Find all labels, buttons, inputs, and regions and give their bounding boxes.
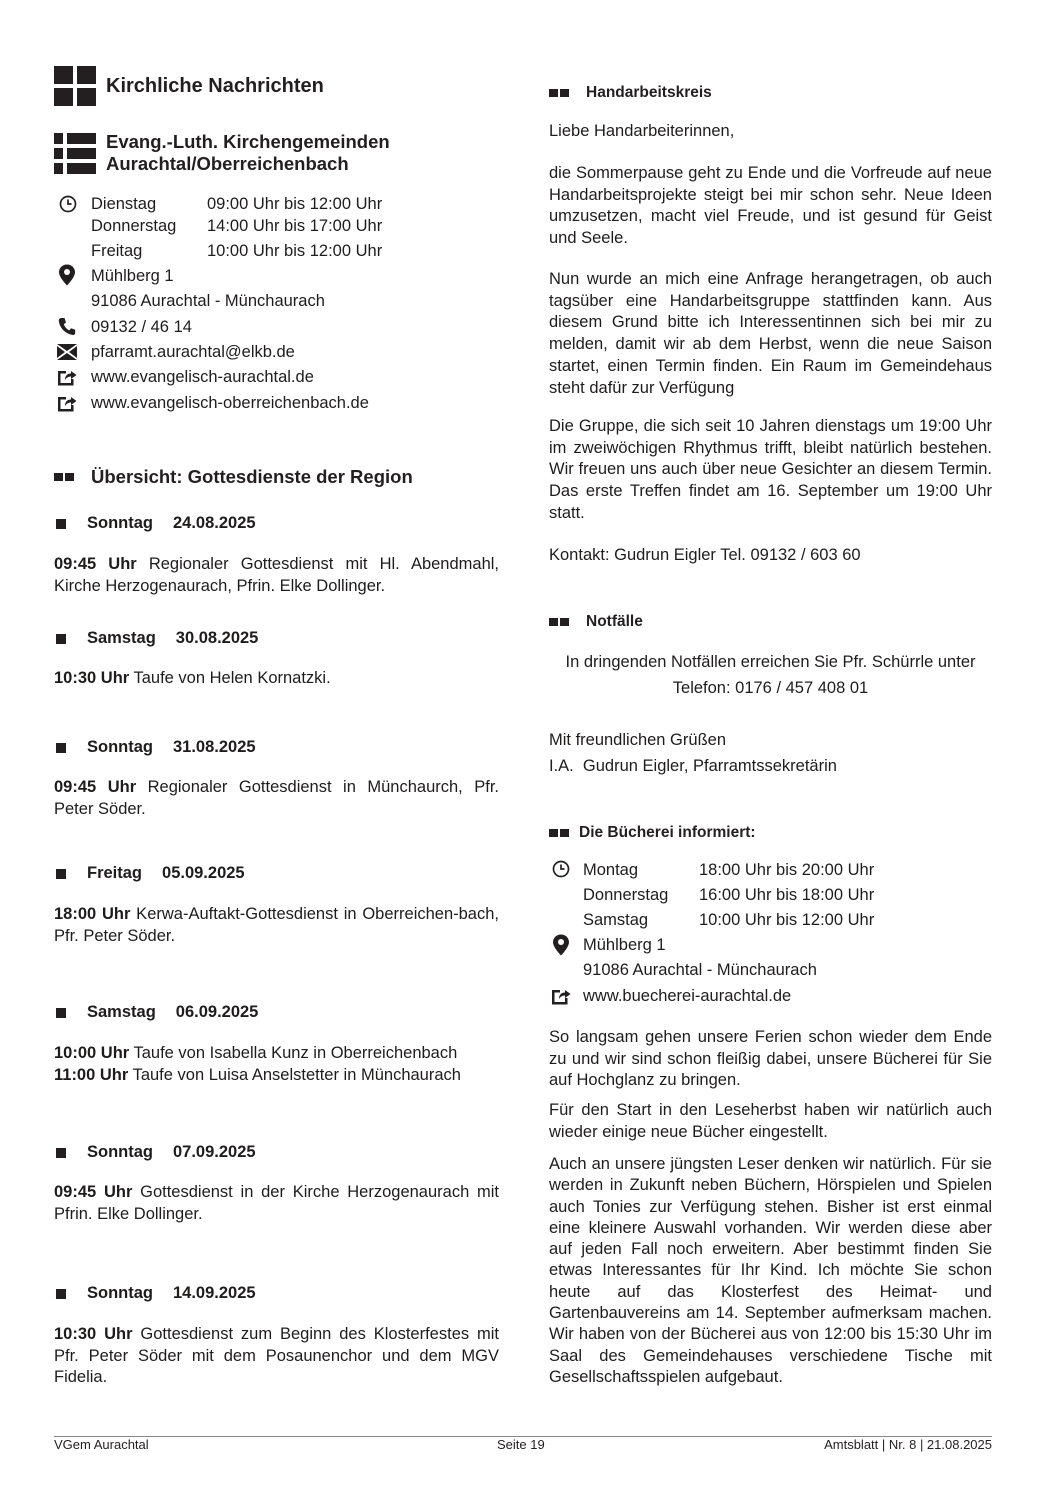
service-day-header: Sonntag 14.09.2025 xyxy=(56,1284,256,1303)
service-entry: 10:00 Uhr Taufe von Isabella Kunz in Oberreichenbach xyxy=(54,1044,458,1062)
clock-icon xyxy=(57,193,79,215)
mail-icon xyxy=(56,341,78,363)
phone-icon xyxy=(56,315,78,337)
library-hours-row: Donnerstag 16:00 Uhr bis 18:00 Uhr xyxy=(583,885,875,904)
emergency-phone: Telefon: 0176 / 457 408 01 xyxy=(672,679,869,697)
section-header-kirchliche-nachrichten xyxy=(54,66,324,106)
service-day-header: Sonntag 24.08.2025 xyxy=(56,514,256,533)
clock-icon xyxy=(550,858,572,880)
service-day-header: Samstag 06.09.2025 xyxy=(56,1003,258,1022)
office-hours-row: Freitag 10:00 Uhr bis 12:00 Uhr xyxy=(91,241,383,260)
website-link[interactable]: www.evangelisch-aurachtal.de xyxy=(91,367,314,386)
greeting: Liebe Handarbeiterinnen, xyxy=(549,122,735,140)
map-pin-icon xyxy=(550,934,572,956)
paragraph: Die Gruppe, die sich seit 10 Jahren dienstags um 19:00 Uhr im zweiwöchigen Rhythmus trifft, bleibt natürlich bestehen. Wir freuen uns auch über neue Gesichter an diesem Termin. Das erste Treffen findet am 16. September um 19:00 Uhr statt. xyxy=(549,417,992,522)
double-square-icon xyxy=(549,89,569,97)
paragraph: Nun wurde an mich eine Anfrage herangetragen, ob auch tagsüber eine Handarbeitsgruppe stattfinden kann. Aus diesem Grund bitte ich Interessentinnen sich bei mir zu melden, damit wir ab dem Herbst, wenn die neue Saison startet, einen Termin finden. Ein Raum im Gemeindehaus steht dafür zur Verfügung xyxy=(549,270,992,397)
paragraph: die Sommerpause geht zu Ende und die Vorfreude auf neue Handarbeitsprojekte steigt bei mir schon sehr. Neue Ideen umzusetzen, macht viel Freude, und ist gesund für Geist und Seele. xyxy=(549,164,992,248)
double-square-icon xyxy=(54,473,74,481)
service-entry: 11:00 Uhr Taufe von Luisa Anselstetter in Münchaurach xyxy=(54,1066,461,1084)
service-entry: 10:30 Uhr Taufe von Helen Kornatzki. xyxy=(54,669,331,687)
square-bullet-icon xyxy=(56,1008,66,1018)
buecherei-heading: Die Bücherei informiert: xyxy=(549,824,756,842)
parish-header xyxy=(54,131,390,175)
external-link-icon xyxy=(550,985,572,1007)
library-hours-row: Samstag 10:00 Uhr bis 12:00 Uhr xyxy=(583,910,875,929)
closing: Mit freundlichen Grüßen xyxy=(549,731,726,749)
notfaelle-heading: Notfälle xyxy=(549,613,643,631)
website-link[interactable]: www.buecherei-aurachtal.de xyxy=(583,986,792,1005)
services-heading: Übersicht: Gottesdienste der Region xyxy=(54,466,413,488)
square-bullet-icon xyxy=(56,634,66,644)
address-line: Mühlberg 1 xyxy=(583,935,666,954)
square-bullet-icon xyxy=(56,1289,66,1299)
address-line: 91086 Aurachtal - Münchaurach xyxy=(583,960,817,979)
address-line: Mühlberg 1 xyxy=(91,266,174,285)
double-square-icon xyxy=(549,618,569,626)
paragraph: So langsam gehen unsere Ferien schon wieder dem Ende zu und wir sind schon fleißig dabei, unsere Bücherei für Sie auf Hochglanz zu bringen. xyxy=(549,1028,992,1090)
footer-left: VGem Aurachtal xyxy=(54,1437,149,1452)
service-entry: 10:30 Uhr Gottesdienst zum Beginn des Klosterfestes mit Pfr. Peter Söder mit dem Posaunenchor und dem MGV Fidelia. xyxy=(54,1325,499,1386)
signature: I.A. Gudrun Eigler, Pfarramtssekretärin xyxy=(549,757,837,775)
paragraph: Auch an unsere jüngsten Leser denken wir natürlich. Für sie werden in Zukunft neben Büchern, Hörspielen und Spielen auch Tonies zur Verfügung stehen. Bisher ist erst einmal eine kleinere Auswahl vorhanden. Wir werden diese aber auf jeden Fall noch erweitern. Aber bestimmt finden Sie etwas Interessantes für Ihr Kind. Ich möchte Sie schon heute auf das Klosterfest des Heimat- und Gartenbauvereins am 14. September aufmerksam machen. Wir haben von der Bücherei aus von 12:00 bis 15:30 Uhr im Saal des Gemeindehauses verschiedene Tische mit Gesellschaftsspielen aufgebaut. xyxy=(549,1155,992,1386)
external-link-icon xyxy=(56,392,78,414)
address-line: 91086 Aurachtal - Münchaurach xyxy=(91,291,325,310)
service-entry: 09:45 Uhr Regionaler Gottesdienst in Münchaurch, Pfr. Peter Söder. xyxy=(54,778,500,818)
office-hours-row: Donnerstag 14:00 Uhr bis 17:00 Uhr xyxy=(91,216,383,235)
parish-title: Evang.-Luth. Kirchengemeinden Aurachtal/Oberreichenbach xyxy=(106,131,390,174)
emergency-text: In dringenden Notfällen erreichen Sie Pfr. Schürrle unter xyxy=(565,653,976,671)
double-square-icon xyxy=(549,829,569,837)
square-bullet-icon xyxy=(56,869,66,879)
service-day-header: Samstag 30.08.2025 xyxy=(56,629,258,648)
square-bullet-icon xyxy=(56,1148,66,1158)
handarbeitskreis-heading: Handarbeitskreis xyxy=(549,84,712,102)
list-icon xyxy=(54,133,96,174)
contact-line: Kontakt: Gudrun Eigler Tel. 09132 / 603 60 xyxy=(549,546,861,564)
square-bullet-icon xyxy=(56,519,66,529)
library-hours-row: Montag 18:00 Uhr bis 20:00 Uhr xyxy=(583,860,875,879)
service-entry: 09:45 Uhr Gottesdienst in der Kirche Herzogenaurach mit Pfrin. Elke Dollinger. xyxy=(54,1183,499,1223)
service-day-header: Sonntag 31.08.2025 xyxy=(56,738,256,757)
page-title: Kirchliche Nachrichten xyxy=(106,74,324,97)
website-link[interactable]: www.evangelisch-oberreichenbach.de xyxy=(91,393,369,412)
service-day-header: Freitag 05.09.2025 xyxy=(56,864,245,883)
paragraph: Für den Start in den Leseherbst haben wir natürlich auch wieder einige neue Bücher eingestellt. xyxy=(549,1101,992,1141)
map-pin-icon xyxy=(56,264,78,286)
service-entry: 18:00 Uhr Kerwa-Auftakt-Gottesdienst in Oberreichen-bach, Pfr. Peter Söder. xyxy=(54,905,499,945)
square-bullet-icon xyxy=(56,743,66,753)
service-entry: 09:45 Uhr Regionaler Gottesdienst mit Hl. Abendmahl, Kirche Herzogenaurach, Pfrin. Elke Dollinger. xyxy=(54,555,500,595)
four-squares-icon xyxy=(54,66,96,106)
email-link[interactable]: pfarramt.aurachtal@elkb.de xyxy=(91,342,295,361)
page-number: Seite 19 xyxy=(497,1437,545,1452)
service-day-header: Sonntag 07.09.2025 xyxy=(56,1143,256,1162)
office-hours-row: Dienstag 09:00 Uhr bis 12:00 Uhr xyxy=(91,194,383,213)
phone-number: 09132 / 46 14 xyxy=(91,317,192,336)
external-link-icon xyxy=(56,366,78,388)
footer-right: Amtsblatt | Nr. 8 | 21.08.2025 xyxy=(824,1437,992,1452)
